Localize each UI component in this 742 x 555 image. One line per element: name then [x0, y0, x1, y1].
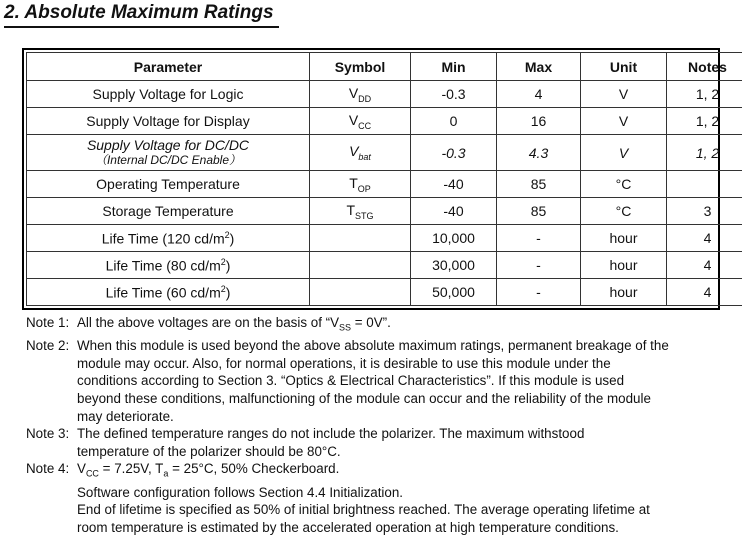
cell-min: 0: [411, 108, 497, 135]
title-underline: [4, 26, 279, 28]
cell-min: 10,000: [411, 225, 497, 252]
symbol-main: V: [348, 84, 359, 101]
note-text: [77, 460, 728, 536]
note-text-part: = 0V”.: [351, 315, 391, 330]
cell-notes: 1, 2: [667, 81, 742, 108]
note-text-part: = 7.25V, T: [98, 461, 164, 477]
note-line: The defined temperature ranges do not include the polarizer. The maximum withstood: [77, 426, 585, 442]
ratings-table: [26, 52, 742, 306]
symbol-main: V: [348, 111, 359, 128]
cell-parameter: [27, 225, 310, 252]
table-header-row: [27, 53, 742, 81]
table-row: [27, 225, 742, 252]
note-line: When this module is used beyond the above absolute maximum ratings, permanent breakage of the: [77, 338, 669, 354]
note-line: Software configuration follows Section 4.4 Initialization.: [77, 484, 404, 500]
cell-symbol: [310, 279, 411, 306]
param-sup: 2: [220, 256, 226, 267]
cell-parameter: Operating Temperature: [27, 171, 310, 198]
param-text: Life Time (60 cd/m: [105, 284, 221, 301]
cell-unit: °C: [581, 198, 667, 225]
cell-unit: V: [581, 135, 667, 171]
table-row: [27, 81, 742, 108]
header-max: Max: [497, 53, 581, 81]
cell-max: 4.3: [497, 135, 581, 171]
table-row: [27, 279, 742, 306]
note-line: module may occur. Also, for normal operations, it is desirable to use this module under the: [77, 355, 611, 371]
cell-min: -40: [411, 171, 497, 198]
param-sup: 2: [224, 229, 230, 240]
cell-min: -40: [411, 198, 497, 225]
symbol-sub: STG: [355, 210, 374, 221]
note-text-part: All the above voltages are on the basis of “V: [77, 315, 340, 330]
cell-symbol: [310, 81, 411, 108]
cell-max: -: [497, 279, 581, 306]
table-row: [27, 198, 742, 225]
table-row: [27, 171, 742, 198]
symbol-main: T: [349, 174, 358, 191]
notes-section: [26, 314, 728, 536]
param-text-end: ): [229, 230, 235, 247]
note-sub: a: [163, 469, 169, 480]
symbol-sub: OP: [357, 183, 371, 194]
cell-symbol: [310, 198, 411, 225]
note-line: [77, 460, 728, 483]
ratings-table-frame: [22, 48, 727, 310]
cell-notes: 4: [667, 252, 742, 279]
cell-notes: 4: [667, 279, 742, 306]
cell-max: 4: [497, 81, 581, 108]
cell-unit: V: [581, 81, 667, 108]
cell-unit: hour: [581, 225, 667, 252]
param-text: Life Time (120 cd/m: [101, 230, 225, 247]
header-min: Min: [411, 53, 497, 81]
note-text-part: = 25°C, 50% Checkerboard.: [168, 461, 340, 477]
cell-unit: hour: [581, 279, 667, 306]
note-4: [26, 460, 728, 536]
cell-parameter: Storage Temperature: [27, 198, 310, 225]
section-title: 2. Absolute Maximum Ratings: [4, 2, 274, 23]
cell-min: 50,000: [411, 279, 497, 306]
cell-unit: V: [581, 108, 667, 135]
note-text: [77, 425, 728, 460]
cell-symbol: [310, 225, 411, 252]
cell-symbol: [310, 108, 411, 135]
cell-max: -: [497, 225, 581, 252]
cell-max: -: [497, 252, 581, 279]
note-label: Note 2:: [26, 338, 70, 354]
symbol-sub: CC: [358, 120, 372, 131]
cell-notes: 1, 2: [667, 135, 742, 171]
cell-unit: °C: [581, 171, 667, 198]
cell-max: 85: [497, 171, 581, 198]
cell-min: -0.3: [411, 135, 497, 171]
cell-notes: 1, 2: [667, 108, 742, 135]
cell-parameter: [27, 135, 310, 171]
note-1: [26, 314, 728, 337]
cell-notes: 3: [667, 198, 742, 225]
cell-parameter: [27, 252, 310, 279]
cell-symbol: [310, 135, 411, 171]
note-line: End of lifetime is specified as 50% of initial brightness reached. The average operating lifetime at: [77, 502, 650, 518]
cell-parameter: [27, 279, 310, 306]
table-row: [27, 252, 742, 279]
cell-max: 16: [497, 108, 581, 135]
note-label: Note 3:: [26, 426, 70, 442]
param-sup: 2: [220, 283, 226, 294]
header-unit: Unit: [581, 53, 667, 81]
cell-symbol: [310, 252, 411, 279]
note-2: [26, 337, 728, 425]
note-line: room temperature is estimated by the accelerated operation at high temperature conditions.: [77, 519, 619, 535]
cell-symbol: [310, 171, 411, 198]
cell-unit: hour: [581, 252, 667, 279]
symbol-sub: DD: [358, 93, 372, 104]
cell-max: 85: [497, 198, 581, 225]
note-label: Note 4:: [26, 461, 70, 477]
note-text: [77, 337, 728, 425]
note-text-part: V: [77, 461, 86, 477]
cell-parameter: Supply Voltage for Display: [27, 108, 310, 135]
note-line: conditions according to Section 3. “Optics & Electrical Characteristics”. If this module is used: [77, 373, 625, 389]
note-sub: CC: [85, 469, 99, 480]
header-parameter: Parameter: [27, 53, 310, 81]
param-line-1: Supply Voltage for DC/DC: [86, 136, 250, 153]
cell-min: 30,000: [411, 252, 497, 279]
param-line-2: （Internal DC/DC Enable）: [94, 152, 242, 167]
note-3: [26, 425, 728, 460]
param-text: Life Time (80 cd/m: [105, 257, 221, 274]
note-text: [77, 314, 728, 337]
note-label: Note 1:: [26, 315, 70, 330]
header-notes: Notes: [667, 53, 742, 81]
note-line: beyond these conditions, malfunctioning of the module can occur and the reliability of the module: [77, 391, 651, 407]
symbol-main: T: [346, 201, 356, 218]
table-row: [27, 135, 742, 171]
note-line: may deteriorate.: [77, 408, 174, 424]
cell-parameter: Supply Voltage for Logic: [27, 81, 310, 108]
note-line: temperature of the polarizer should be 80°C.: [77, 443, 341, 459]
header-symbol: Symbol: [310, 53, 411, 81]
param-text-end: ): [225, 284, 231, 301]
cell-notes: 4: [667, 225, 742, 252]
symbol-sub: bat: [358, 151, 371, 162]
section-heading: [4, 2, 279, 28]
table-row: [27, 108, 742, 135]
note-sub: SS: [339, 322, 352, 333]
param-text-end: ): [225, 257, 231, 274]
cell-notes: [667, 171, 742, 198]
symbol-main: V: [349, 143, 359, 160]
cell-min: -0.3: [411, 81, 497, 108]
